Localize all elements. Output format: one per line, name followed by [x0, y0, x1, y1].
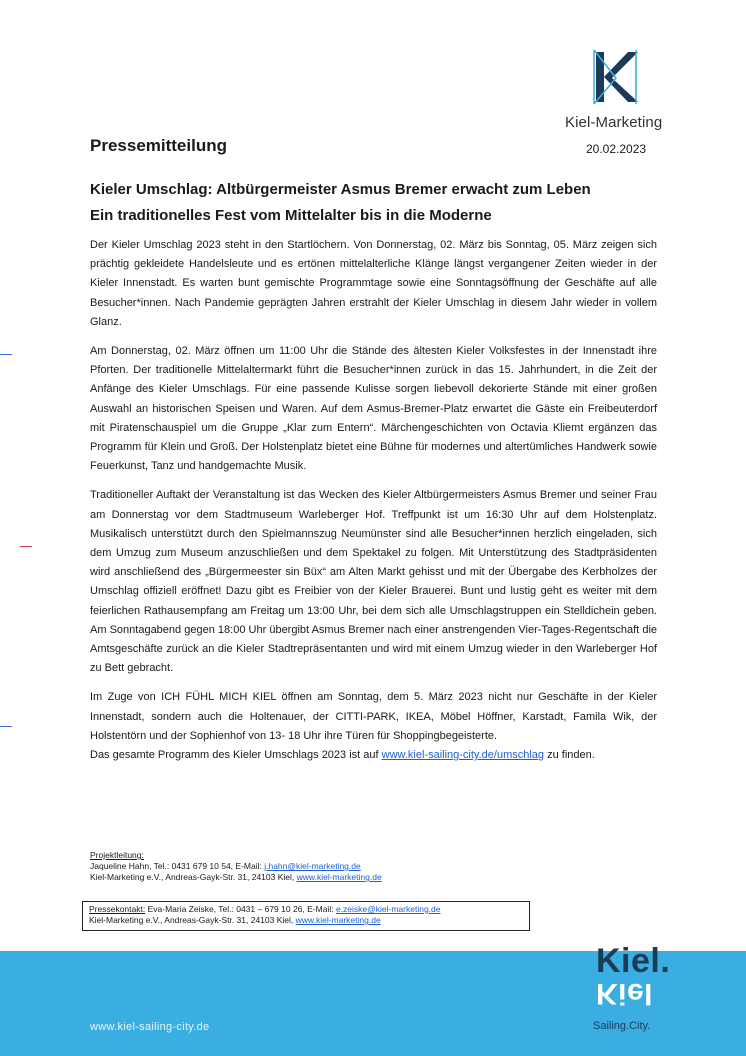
- program-link[interactable]: www.kiel-sailing-city.de/umschlag: [381, 749, 545, 762]
- headline: [90, 177, 690, 229]
- paragraph-4: Im Zuge von ICH FÜHL MICH KIEL öffnen am Sonntag, dem 5. März 2023 nicht nur Geschäfte in der Kieler Innenstadt, sondern auch die Holtenauer, der CITTI-PARK, IKEA, Möbel Höffner, Karstadt, Famila Wik, der Holstentörn und der Sophienhof von 13- 18 Uhr ihre Türen für Shoppingbegeisterte.: [90, 691, 657, 742]
- headline-line-1: Kieler Umschlag: Altbürgermeister Asmus Bremer erwacht zum Leben: [90, 181, 591, 198]
- press-website-link[interactable]: www.kiel-marketing.de: [295, 915, 381, 925]
- paragraph-1: Der Kieler Umschlag 2023 steht in den Startlöchern. Von Donnerstag, 02. März bis Sonntag, 05. März zeigen sich prächtig gekleidete Handelsleute und es ertönen mittelalterliche Klänge längst vergangener Zeiten wieder in der Kieler Innenstadt. Es warten bunt gemischte Programmtage sowie eine Sonntagsöffnung der Geschäfte auf alle Besucher*innen. Nach Pandemie geprägten Jahren erstrahlt der Kieler Umschlag in diesem Jahr wieder in vollem Glanz.: [90, 239, 657, 328]
- kiel-marketing-k-logo-icon: [590, 48, 640, 106]
- headline-line-2: Ein traditionelles Fest vom Mittelalter bis in die Moderne: [90, 207, 492, 224]
- press-contact-line-1: Eva-Maria Zeiske, Tel.: 0431 – 679 10 26, E-Mail:: [145, 904, 336, 914]
- paragraph-2: Am Donnerstag, 02. März öffnen um 11:00 Uhr die Stände des ältesten Kieler Volksfestes in der Innenstadt ihre Pforten. Der traditionelle Mittelaltermarkt führt die Besucher*innen zurück in das 15. Jahrhundert, in die Zeit der Anfänge des Kieler Umschlags. Für eine passende Kulisse sorgen liebevoll dekorierte Stände mit einer großen Auswahl an historischen Speisen und Waren. Auf dem Asmus-Bremer-Platz erwartet die Gäste ein Freibeuterdorf mit Piratenschauspiel um die Gruppe „Klar zum Entern“. Märchengeschichten von Octavia Kliemt ergänzen das Programm für Klein und Groß. Der Holstenplatz bietet eine Bühne für modernes und altertümliches Handwerk sowie Feuerkunst, Tanz und handgemachte Musik.: [90, 345, 657, 473]
- press-release-title: Pressemitteilung: [90, 136, 227, 155]
- project-contact-line-1: Jaqueline Hahn, Tel.: 0431 679 10 54, E-Mail:: [90, 861, 265, 871]
- kiel-logo-mirror-word: Kiel: [596, 977, 654, 1010]
- sailing-city-tagline: Sailing.City.: [593, 1020, 651, 1032]
- paragraph-3: Traditioneller Auftakt der Veranstaltung ist das Wecken des Kieler Altbürgermeisters Asmus Bremer und seiner Frau am Donnerstag vor dem Stadtmuseum Warleberger Hof. Treffpunkt ist um 16:30 Uhr auf dem Holstenplatz. Musikalisch unterstützt durch den Spielmannszug Neumünster sind alle Besucher*innen herzlich eingeladen, sich dem Umzug zum Museum anzuschließen und dem Spektakel zu folgen. Mit Unterstützung des Stadtpräsidenten wird anschließend des „Bürgermeester sin Büx“ am Alten Markt gehisst und mit der Übergabe des Kerbholzes der Umschlag offiziell eröffnet! Dazu gibt es Freibier von der Kieler Brauerei. Bunt und lustig geht es weiter mit dem feierlichen Rathausempfang am Freitag um 13:00 Uhr, bei dem sich alle Umschlagstruppen ein Stelldichein geben. Am Sonntagabend gegen 18:00 Uhr übergibt Asmus Bremer nach einer anstrengenden Vier-Tages-Regentschaft die Amtsgeschäfte zurück an die Kieler Stadtrepräsentanten und wird mit einem Umzug wieder in den Warleberger Hof zu Bett gebracht.: [90, 489, 657, 675]
- margin-marker: [20, 546, 32, 547]
- article-body: [90, 236, 657, 775]
- project-contact: [90, 850, 382, 883]
- paragraph-5: [90, 746, 657, 765]
- kiel-logo-word: Kiel.: [596, 942, 671, 980]
- footer-url: www.kiel-sailing-city.de: [90, 1021, 210, 1033]
- project-website-link[interactable]: www.kiel-marketing.de: [296, 872, 382, 882]
- project-contact-line-2: Kiel-Marketing e.V., Andreas-Gayk-Str. 31, 24103 Kiel,: [90, 872, 297, 882]
- brand-name: Kiel-Marketing: [565, 114, 663, 131]
- press-contact-label: Pressekontakt:: [89, 904, 146, 914]
- paragraph-5-text: Das gesamte Programm des Kieler Umschlags 2023 ist auf: [90, 749, 382, 762]
- project-contact-label: Projektleitung:: [90, 850, 144, 860]
- project-email-link[interactable]: j.hahn@kiel-marketing.de: [264, 861, 361, 871]
- paragraph-5-end: zu finden.: [544, 749, 595, 762]
- press-contact-line-2: Kiel-Marketing e.V., Andreas-Gayk-Str. 31, 24103 Kiel,: [89, 915, 296, 925]
- press-email-link[interactable]: e.zeiske@kiel-marketing.de: [335, 904, 441, 914]
- release-date: 20.02.2023: [586, 142, 647, 156]
- margin-marker: [0, 726, 12, 727]
- margin-marker: [0, 354, 12, 355]
- press-contact-box: [82, 901, 530, 931]
